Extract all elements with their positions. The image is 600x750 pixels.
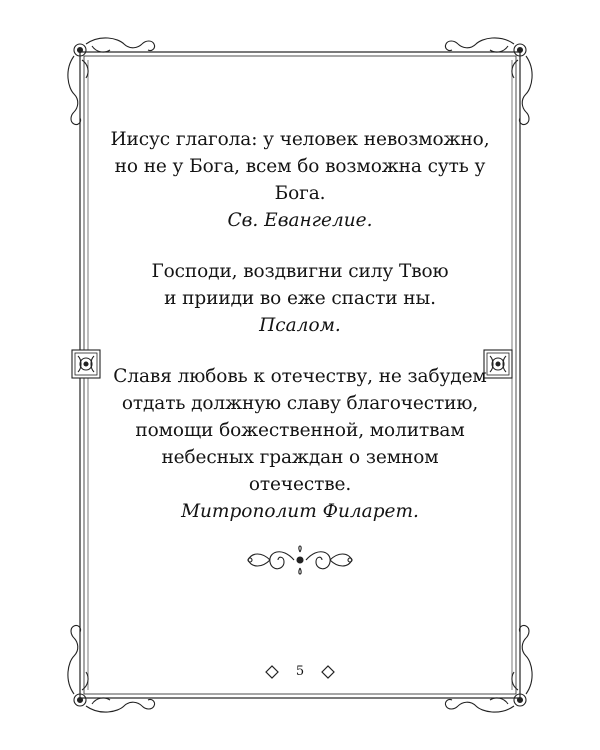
quote-line: помощи божественной, молитвам: [135, 420, 465, 441]
quote-line: и прииди во еже спасти ны.: [164, 288, 436, 309]
flourish-divider: [248, 546, 352, 574]
quote-block-2: [100, 258, 500, 339]
corner-ornament-bottom-left: [68, 625, 155, 712]
quote-line: Славя любовь к отечеству, не забудем: [113, 366, 487, 387]
quote-block-3: [100, 363, 500, 525]
quote-line: Иисус глагола: у человек невозможно,: [110, 129, 490, 150]
side-medallion-left: [72, 350, 100, 378]
quote-attribution: Митрополит Филарет.: [181, 501, 419, 522]
page-number: 5: [295, 664, 305, 679]
quote-line: небесных граждан о земном: [161, 447, 439, 468]
quote-line: но не у Бога, всем бо возможна суть у: [114, 156, 486, 177]
corner-ornament-top-left: [68, 38, 155, 125]
quote-line: Бога.: [274, 183, 326, 204]
quote-line: отдать должную славу благочестию,: [121, 393, 479, 414]
quote-attribution: Св. Евангелие.: [227, 210, 373, 231]
quote-block-1: [100, 126, 500, 234]
quotes-container: [100, 126, 500, 549]
quote-line: Господи, воздвигни силу Твою: [151, 261, 449, 282]
quote-line: отечестве.: [248, 474, 352, 495]
corner-ornament-bottom-right: [445, 625, 532, 712]
corner-ornament-top-right: [445, 38, 532, 125]
quote-attribution: Псалом.: [259, 315, 341, 336]
